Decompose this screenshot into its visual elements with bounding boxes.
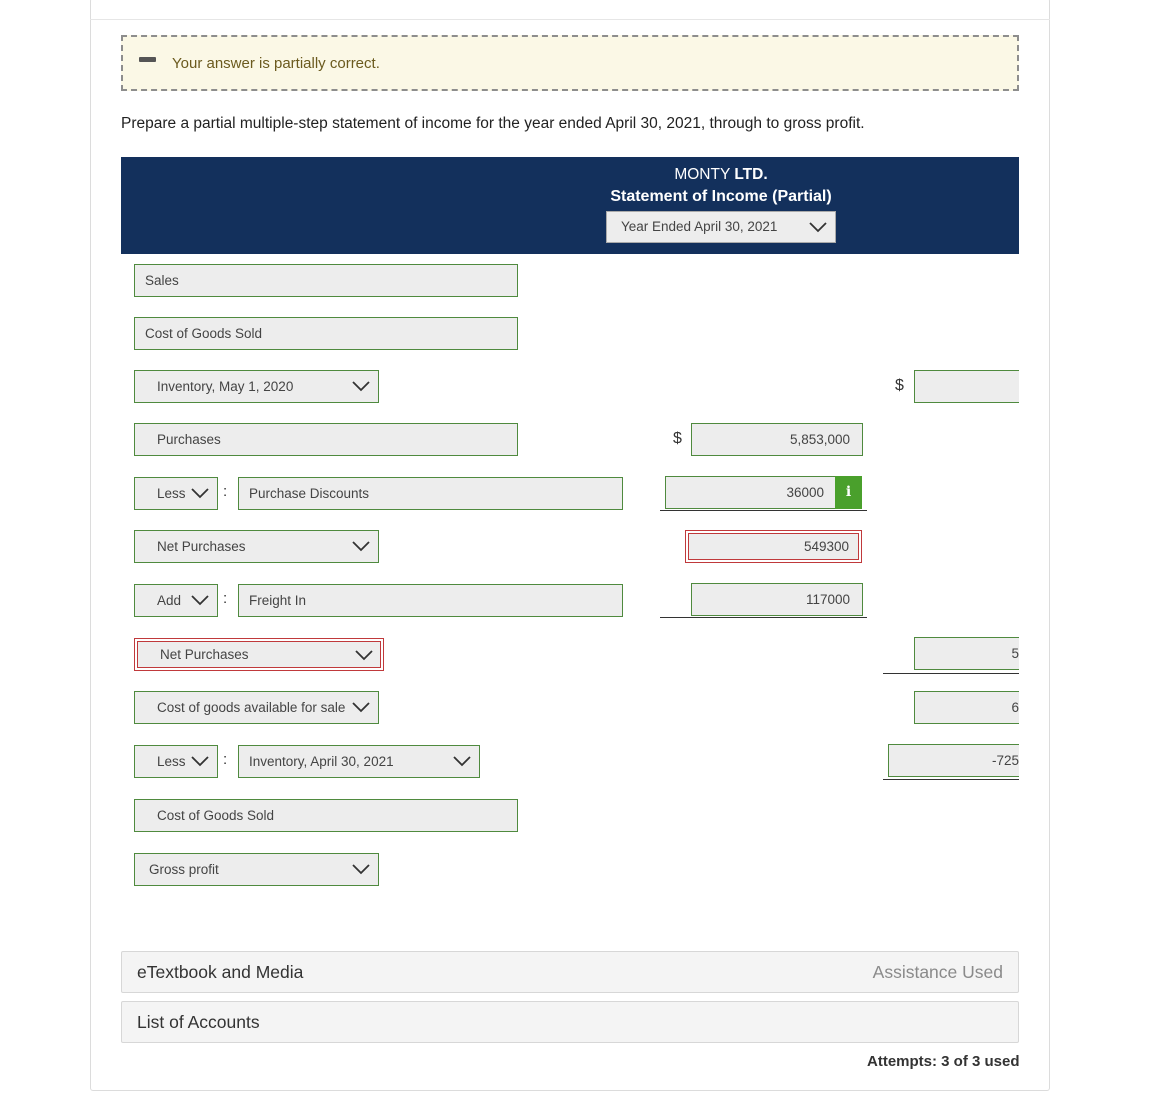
colon-separator: : — [223, 483, 228, 500]
assistance-used-label: Assistance Used — [872, 962, 1003, 982]
cogs-total-label: Cost of Goods Sold — [157, 808, 275, 823]
add-select[interactable] — [134, 584, 218, 617]
sales-account-field[interactable] — [134, 264, 518, 297]
list-of-accounts-link[interactable]: List of Accounts — [137, 1012, 260, 1032]
period-select-value: Year Ended April 30, 2021 — [621, 219, 778, 234]
purchases-label: Purchases — [157, 432, 221, 447]
less-label-2: Less — [157, 754, 186, 769]
less-label: Less — [157, 486, 186, 501]
chevron-down-icon — [453, 754, 471, 768]
inventory-end-select[interactable] — [238, 745, 480, 778]
chevron-down-icon — [809, 220, 827, 234]
purchase-discounts-label: Purchase Discounts — [249, 486, 370, 501]
purchase-discounts-amount-input[interactable] — [665, 476, 837, 509]
chevron-down-icon — [355, 648, 373, 662]
list-of-accounts-bar[interactable] — [121, 1001, 1019, 1043]
inventory-end-total-input[interactable] — [888, 744, 1019, 777]
net-purchases-amount-input[interactable] — [685, 530, 862, 563]
purchases-amount-input[interactable] — [691, 423, 863, 456]
inventory-begin-select[interactable] — [134, 370, 379, 403]
net-purchases-select-2[interactable] — [134, 638, 384, 671]
cost-available-select[interactable] — [134, 691, 379, 724]
cogs-total-field[interactable] — [134, 799, 518, 832]
freight-in-amount-input[interactable] — [691, 583, 863, 616]
colon-separator: : — [223, 751, 228, 768]
chevron-down-icon — [352, 379, 370, 393]
dollar-sign: $ — [673, 430, 682, 447]
sales-label: Sales — [145, 273, 179, 288]
alert-message: Your answer is partially correct. — [172, 55, 380, 72]
gross-profit-select[interactable] — [134, 853, 379, 886]
etextbook-bar[interactable] — [121, 951, 1019, 993]
add-label: Add — [157, 593, 182, 608]
less-select-1[interactable] — [134, 477, 218, 510]
attempts-counter: Attempts: 3 of 3 used — [867, 1053, 1020, 1070]
underline — [660, 617, 867, 618]
freight-in-label: Freight In — [249, 593, 307, 608]
question-instructions: Prepare a partial multiple-step statement of income for the year ended April 30, 2021, through to gross profit. — [121, 115, 865, 132]
inventory-begin-amount-input[interactable] — [914, 370, 1019, 403]
cost-available-total-input[interactable] — [914, 691, 1019, 724]
chevron-down-icon — [191, 593, 209, 607]
net-purchases-amount: 549300 — [803, 539, 849, 554]
info-icon[interactable]: i — [835, 476, 862, 509]
etextbook-link[interactable]: eTextbook and Media — [137, 962, 304, 982]
chevron-down-icon — [352, 700, 370, 714]
freight-in-amount: 117000 — [805, 592, 850, 607]
underline — [883, 673, 1019, 674]
net-purchases-select[interactable] — [134, 530, 379, 563]
net-purchases-total-input[interactable] — [914, 637, 1019, 670]
statement-title: Statement of Income (Partial) — [610, 188, 832, 205]
company-name — [600, 166, 842, 184]
partial-correct-icon — [139, 57, 156, 62]
net-purchases-total: 5 — [1011, 646, 1019, 661]
cost-available-total: 6 — [1011, 700, 1019, 715]
cogs-heading-field[interactable] — [134, 317, 518, 350]
period-select[interactable] — [606, 211, 836, 243]
chevron-down-icon — [191, 754, 209, 768]
company-name-regular: MONTY — [674, 166, 735, 183]
purchases-field[interactable] — [134, 423, 518, 456]
inventory-end-label: Inventory, April 30, 2021 — [249, 754, 394, 769]
colon-separator: : — [223, 590, 228, 607]
gross-profit-label: Gross profit — [149, 862, 219, 877]
inventory-begin-label: Inventory, May 1, 2020 — [157, 379, 294, 394]
inventory-end-total: -725 — [991, 753, 1019, 768]
net-purchases-label: Net Purchases — [157, 539, 246, 554]
dollar-sign: $ — [895, 377, 904, 394]
less-select-2[interactable] — [134, 745, 218, 778]
freight-in-field[interactable] — [238, 584, 623, 617]
chevron-down-icon — [352, 539, 370, 553]
card-divider — [90, 19, 1050, 20]
statement-header — [121, 157, 1019, 254]
cogs-heading-label: Cost of Goods Sold — [145, 326, 263, 341]
cost-available-label: Cost of goods available for sale — [157, 700, 346, 715]
chevron-down-icon — [352, 862, 370, 876]
purchases-amount: 5,853,000 — [789, 432, 850, 447]
underline — [660, 510, 867, 511]
feedback-alert — [121, 35, 1019, 91]
company-name-bold: LTD. — [734, 166, 768, 183]
net-purchases-label-2: Net Purchases — [160, 647, 249, 662]
purchase-discounts-amount: 36000 — [786, 485, 824, 500]
purchase-discounts-field[interactable] — [238, 477, 623, 510]
underline — [883, 779, 1019, 780]
chevron-down-icon — [191, 486, 209, 500]
